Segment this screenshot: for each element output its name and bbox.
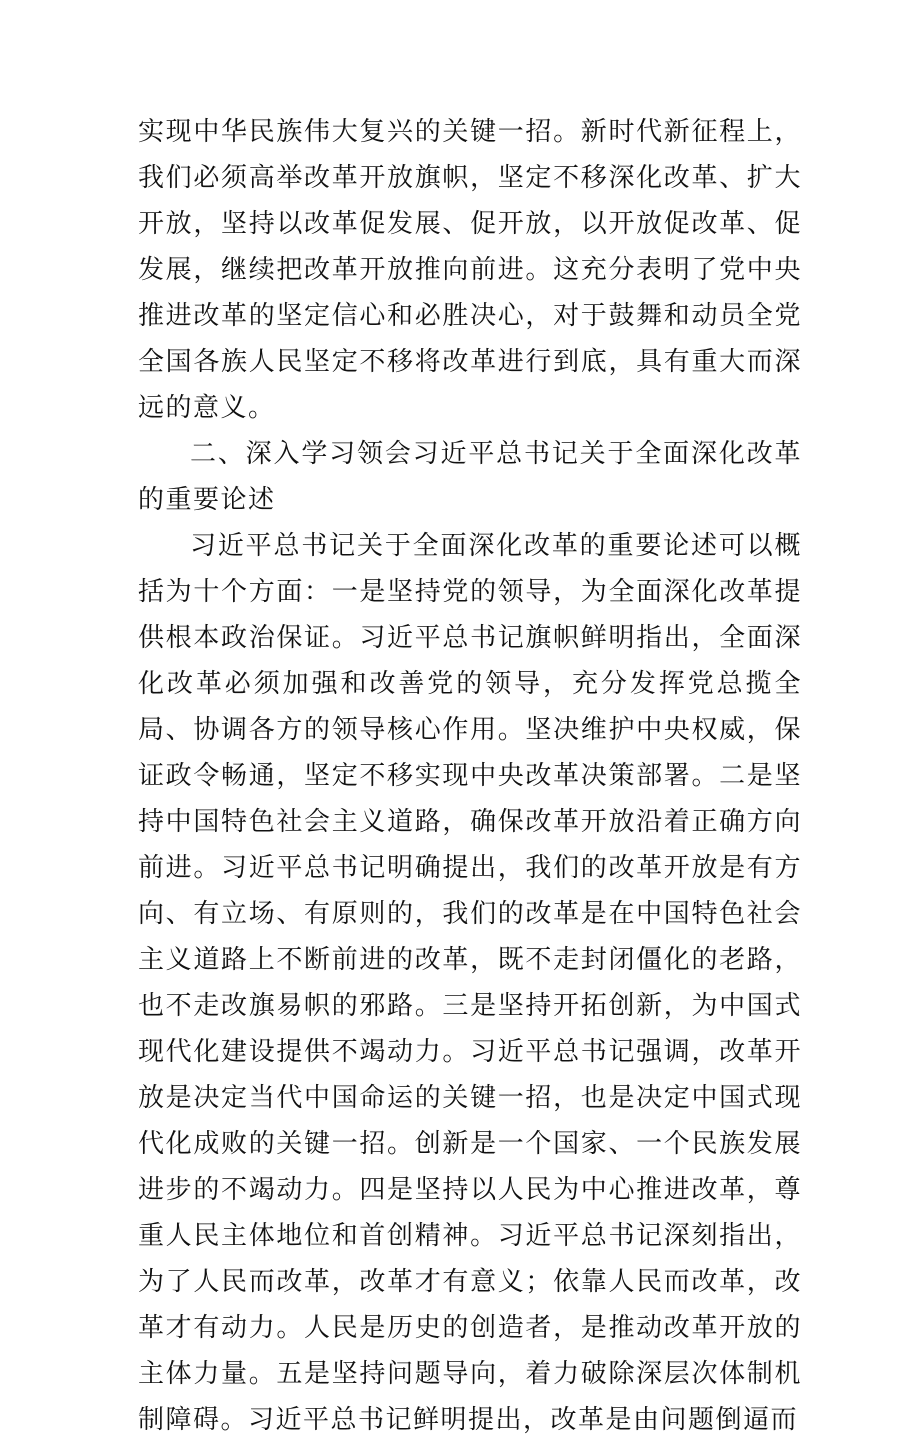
paragraph-2: 习近平总书记关于全面深化改革的重要论述可以概括为十个方面：一是坚持党的领导，为全面深化改革提供根本政治保证。习近平总书记旗帜鲜明指出，全面深化改革必须加强和改善党的领导，充分发挥党总揽全局、协调各方的领导核心作用。坚决维护中央权威，保证政令畅通，坚定不移实现中央改革决策部署。二是坚持中国特色社会主义道路，确保改革开放沿着正确方向前进。习近平总书记明确提出，我们的改革开放是有方向、有立场、有原则的，我们的改革是在中国特色社会主义道路上不断前进的改革，既不走封闭僵化的老路，也不走改旗易帜的邪路。三是坚持开拓创新，为中国式现代化建设提供不竭动力。习近平总书记强调，改革开放是决定当代中国命运的关键一招，也是决定中国式现代化成败的关键一招。创新是一个国家、一个民族发展进步的不竭动力。四是坚持以人民为中心推进改革，尊重人民主体地位和首创精神。习近平总书记深刻指出，为了人民而改革，改革才有意义；依靠人民而改革，改革才有动力。人民是历史的创造者，是推动改革开放的主体力量。五是坚持问题导向，着力破除深层次体制机制障碍。习近平总书记鲜明提出，改革是由问题倒逼而 — [138, 531, 802, 1435]
paragraph-1: 实现中华民族伟大复兴的关键一招。新时代新征程上，我们必须高举改革开放旗帜，坚定不移深化改革、扩大开放，坚持以改革促发展、促开放，以开放促改革、促发展，继续把改革开放推向前进。这充分表明了党中央推进改革的坚定信心和必胜决心，对于鼓舞和动员全党全国各族人民坚定不移将改革进行到底，具有重大而深远的意义。 — [138, 117, 802, 423]
section-heading: 二、深入学习领会习近平总书记关于全面深化改革的重要论述 — [138, 439, 802, 515]
